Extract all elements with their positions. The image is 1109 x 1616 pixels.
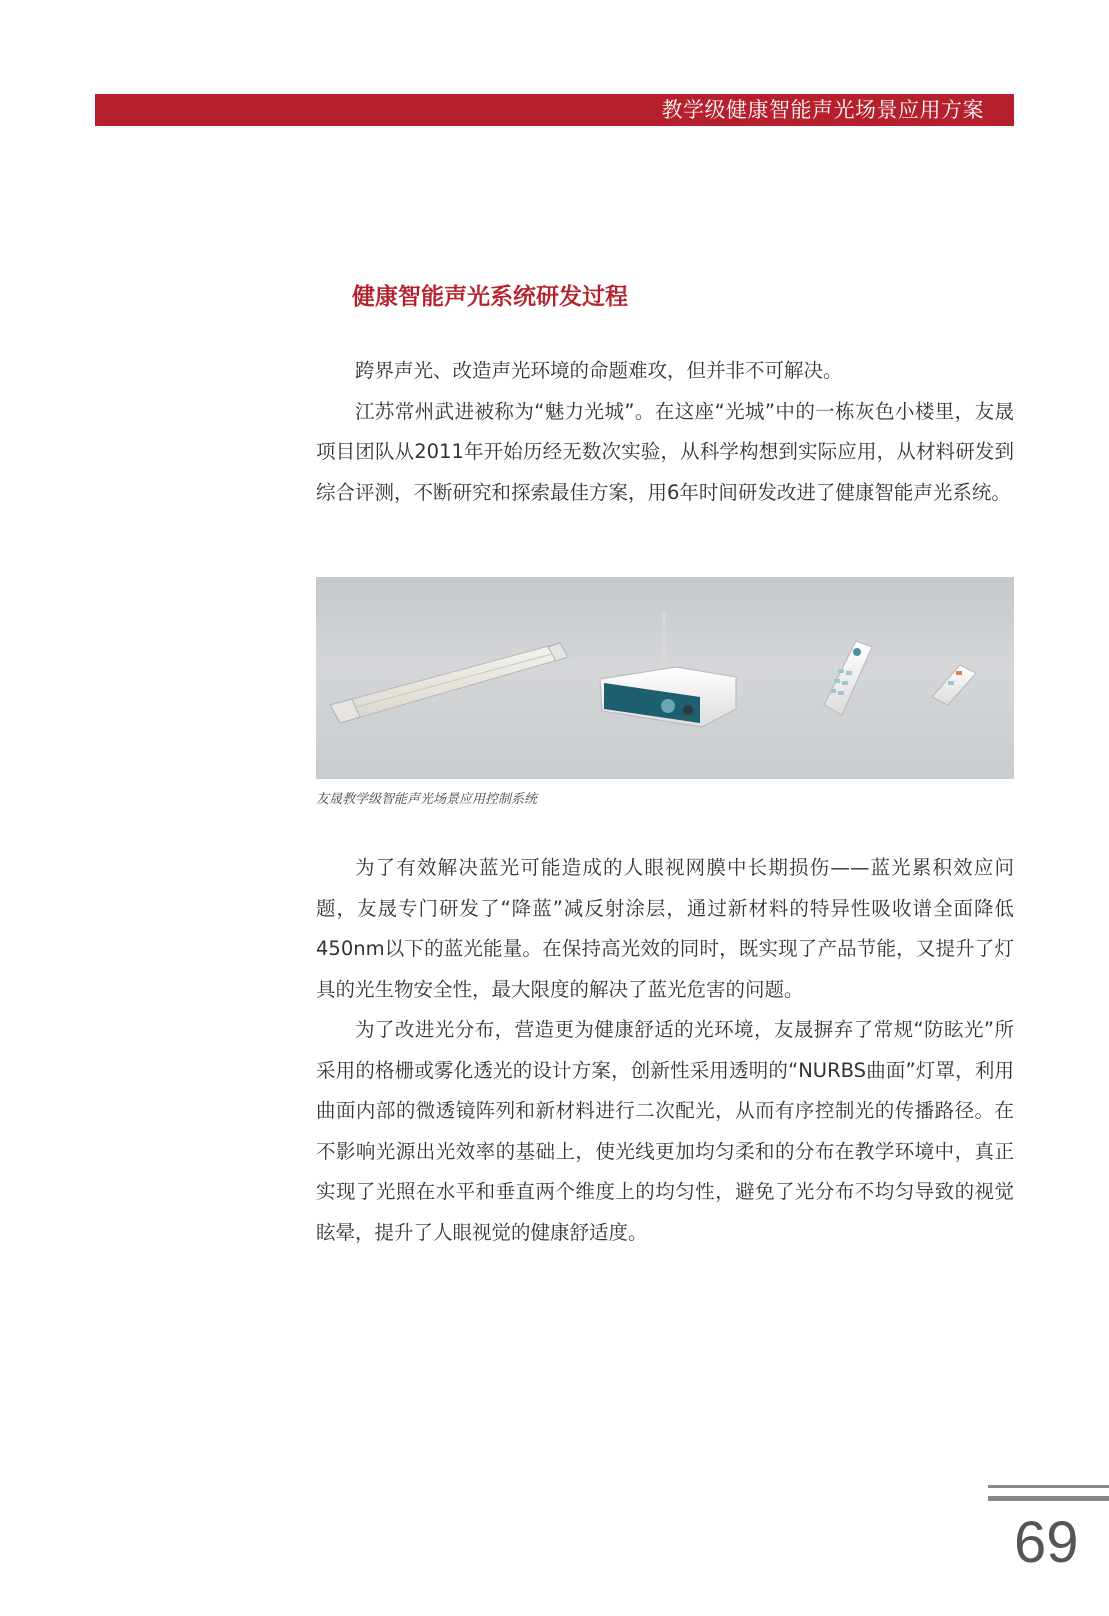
paragraph: 江苏常州武进被称为“魅力光城”。在这座“光城”中的一栋灰色小楼里，友晟项目团队从2011年开始历经无数次实验，从科学构想到实际应用，从材料研发到综合评测，不断研究和探索最佳方案，用6年时间研发改进了健康智能声光系统。 bbox=[316, 399, 1014, 504]
paragraph: 为了有效解决蓝光可能造成的人眼视网膜中长期损伤——蓝光累积效应问题，友晟专门研发了“降蓝”减反射涂层，通过新材料的特异性吸收谱全面降低450nm以下的蓝光能量。在保持高光效的同时，既实现了产品节能，又提升了灯具的光生物安全性，最大限度的解决了蓝光危害的问题。 bbox=[316, 856, 1014, 1001]
product-photo bbox=[316, 577, 1014, 779]
body-text bbox=[316, 848, 1014, 1253]
controller-box bbox=[600, 611, 736, 727]
header-bar bbox=[95, 94, 1014, 126]
lamp-tube bbox=[330, 643, 568, 723]
header-title: 教学级健康智能声光场景应用方案 bbox=[661, 98, 984, 122]
product-illustration bbox=[316, 577, 1014, 779]
remote-control-large bbox=[824, 641, 872, 715]
figure-caption: 友晟教学级智能声光场景应用控制系统 bbox=[316, 792, 538, 807]
page-number-rule bbox=[988, 1496, 1109, 1501]
section-title: 健康智能声光系统研发过程 bbox=[352, 284, 628, 310]
paragraph: 为了改进光分布，营造更为健康舒适的光环境，友晟摒弃了常规“防眩光”所采用的格栅或雾化透光的设计方案，创新性采用透明的“NURBS曲面”灯罩，利用曲面内部的微透镜阵列和新材料进行二次配光，从而有序控制光的传播路径。在不影响光源出光效率的基础上，使光线更加均匀柔和的分布在教学环境中，真正实现了光照在水平和垂直两个维度上的均匀性，避免了光分布不均匀导致的视觉眩晕，提升了人眼视觉的健康舒适度。 bbox=[316, 1018, 1014, 1244]
remote-control-small bbox=[932, 665, 976, 705]
page-number-rule bbox=[988, 1485, 1109, 1488]
intro-text bbox=[316, 351, 1014, 513]
page-number: 69 bbox=[1014, 1510, 1079, 1575]
paragraph: 跨界声光、改造声光环境的命题难攻，但并非不可解决。 bbox=[355, 359, 843, 382]
